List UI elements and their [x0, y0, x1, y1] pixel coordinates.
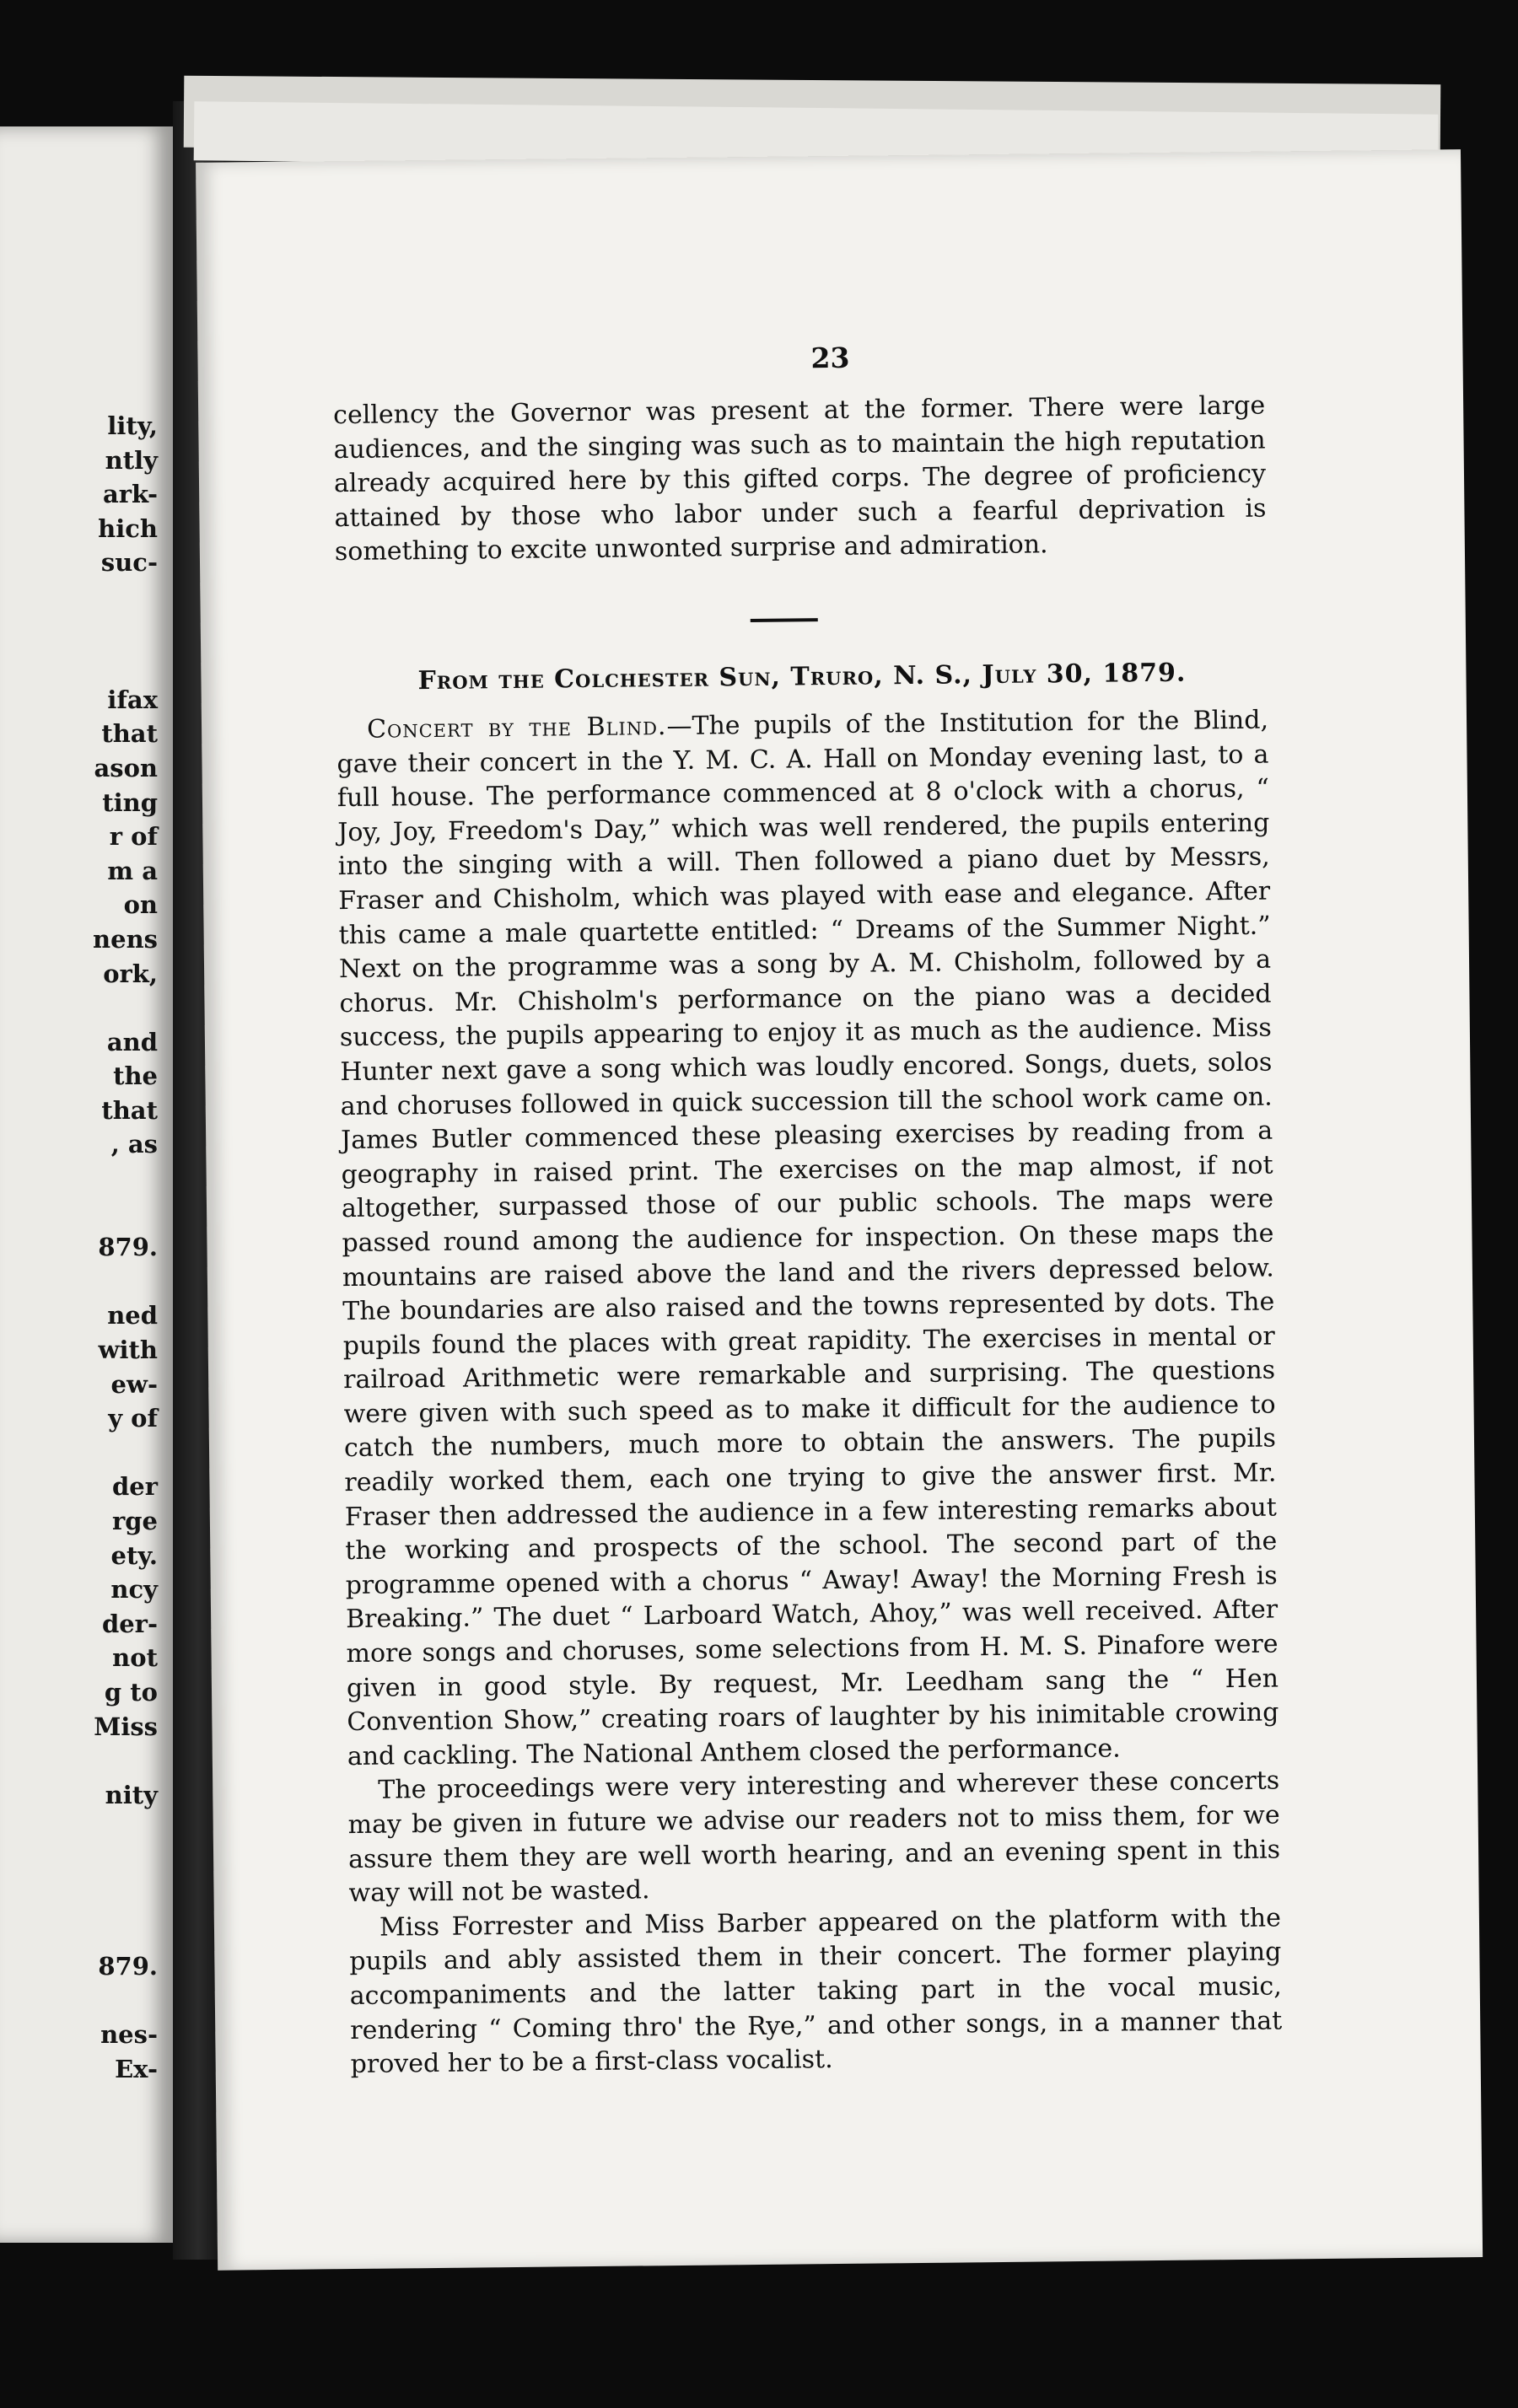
left-page-fragment: ncy: [110, 1575, 158, 1604]
main-page: [196, 149, 1483, 2271]
article-paragraph-2: The proceedings were very interesting and wherever these concerts may be given in future we advise our readers not to miss them, for we assure them they are well worth hearing, and an evening spent in this way will not be wasted.: [347, 1766, 1281, 1909]
left-page-fragment: ark-: [102, 480, 158, 509]
left-page-fragment: ting: [102, 787, 158, 817]
left-page-fragment: hich: [98, 513, 158, 543]
left-page-fragment: [93, 1265, 158, 1299]
left-page-fragment: nes-: [100, 2019, 158, 2049]
left-page-fragment: ned: [107, 1301, 158, 1330]
left-page-fragment: der: [111, 1472, 158, 1502]
left-page-fragment: [93, 1162, 158, 1196]
left-page-fragment: nens: [93, 924, 158, 954]
left-page-fragment: [93, 648, 158, 683]
left-page-fragment: Miss: [94, 1712, 158, 1741]
left-page-fragment: y of: [108, 1404, 158, 1433]
left-page-fragment: on: [123, 890, 158, 920]
left-page-fragment: with: [98, 1336, 158, 1365]
article-body: [336, 704, 1283, 2083]
left-page-fragment: [93, 1983, 158, 2018]
left-page-fragment: [93, 580, 158, 615]
article-lead-caps: Concert by the Blind.: [366, 712, 667, 744]
left-page-fragment: the: [113, 1062, 158, 1091]
left-page-fragment: 879.: [98, 1951, 158, 1981]
left-page-fragment: nity: [105, 1780, 158, 1809]
left-page-fragment: [93, 991, 158, 1025]
article-paragraph-3: Miss Forrester and Miss Barber appeared on the platform with the pupils and ably assisted them in their concert. The former playing accompaniments and the latter taking part in the vocal music, rendering “ Coming thro' the Rye,” and other songs, in a manner that proved her to be a first-class vocalist.: [349, 1903, 1283, 2080]
left-page-fragment: [93, 1846, 158, 1881]
left-page-fragment: and: [106, 1027, 158, 1056]
left-page-fragment: lity,: [107, 411, 158, 440]
left-page-fragment: suc-: [100, 548, 158, 578]
left-page-fragment: [93, 1196, 158, 1231]
section-divider: [751, 618, 818, 622]
left-page-fragment: m a: [107, 856, 158, 885]
left-page-fragment: ntly: [105, 445, 158, 475]
left-page-fragment: [93, 1744, 158, 1778]
left-page-fragment: ety.: [110, 1540, 158, 1570]
left-page-fragment: , as: [110, 1130, 158, 1159]
left-page-fragment: ifax: [107, 685, 158, 714]
left-page-fragment: r of: [109, 822, 158, 852]
left-page-fragment: [93, 1812, 158, 1846]
left-page-fragment: [93, 1881, 158, 1916]
left-page-fragment: that: [101, 719, 158, 749]
article-paragraph-1: [336, 704, 1279, 1775]
left-page-fragment: rge: [111, 1507, 158, 1535]
intro-paragraph: [333, 390, 1267, 571]
intro-text: cellency the Governor was present at the former. There were large audiences, and the singing was such as to maintain the high reputation already acquired here by this gifted corps. The degree of proficiency attained by those who labor under such a fearful deprivation is something to excite unwonted surprise and admiration.: [333, 390, 1267, 567]
left-page-fragment: that: [101, 1095, 158, 1125]
left-page-fragment: der-: [101, 1609, 158, 1638]
left-page-fragment: ork,: [103, 959, 158, 988]
left-page-fragment: Ex-: [115, 2054, 158, 2083]
left-page-fragment: 879.: [98, 1233, 158, 1262]
article-paragraph-1-text: —The pupils of the Institution for the Blind, gave their concert in the Y. M. C. A. Hall on Monday evening last, to a full house. The performance commenced at 8 o'clock with a chorus, “ Joy, Joy, Freedom's Day,” which was well rendered, the pupils entering into the singing with a will. Then followed a piano duet by Messrs, Fraser and Chisholm, which was played with ease and elegance. After this came a male quartette entitled: “ Dreams of the Summer Night.” Next on the programme was a song by A. M. Chisholm, followed by a chorus. Mr. Chisholm's performance on the piano was a decided success, the pupils appearing to enjoy it as much as the audience. Miss Hunter next gave a song which was loudly encored. Songs, duets, solos and choruses followed in quick succession till the school work came on. James Butler commenced these pleasing exercises by reading from a geography in raised print. The exercises on the map almost, if not altogether, surpassed those of our public schools. The maps were passed round among the audience for inspection. On these maps the mountains are raised above the land and the rivers depressed below. The boundaries are also raised and the towns represented by dots. The pupils found the places with great rapidity. The exercises in mental or railroad Arithmetic were remarkable and surprising. The questions were given with such speed as to make it difficult for the audience to catch the numbers, much more to obtain the answers. The pupils readily worked them, each one trying to give the answer first. Mr. Fraser then addressed the audience in a few interesting remarks about the working and prospects of the school. The second part of the programme opened with a chorus “ Away! Away! the Morning Fresh is Breaking.” The duet “ Larboard Watch, Ahoy,” was well received. After more songs and choruses, some selections from H. M. S. Pinafore were given in good style. By request, Mr. Leedham sang the “ Hen Convention Show,” creating roars of laughter by his inimitable crowing and cackling. The National Anthem closed the performance.: [336, 705, 1279, 1771]
left-page-fragment: not: [112, 1643, 158, 1673]
left-page-fragment: [93, 1915, 158, 1949]
left-page-fragment: ason: [94, 753, 158, 782]
page-number: 23: [810, 341, 850, 375]
left-page-fragment: g to: [104, 1677, 158, 1707]
left-facing-page: [0, 126, 173, 2243]
left-page-line-fragments: [93, 409, 158, 2086]
article-heading: From the Colchester Sun, Truro, N. S., July 30, 1879.: [417, 658, 1187, 696]
left-page-fragment: ew-: [110, 1369, 158, 1399]
left-page-fragment: [93, 615, 158, 649]
left-page-fragment: [93, 1436, 158, 1470]
